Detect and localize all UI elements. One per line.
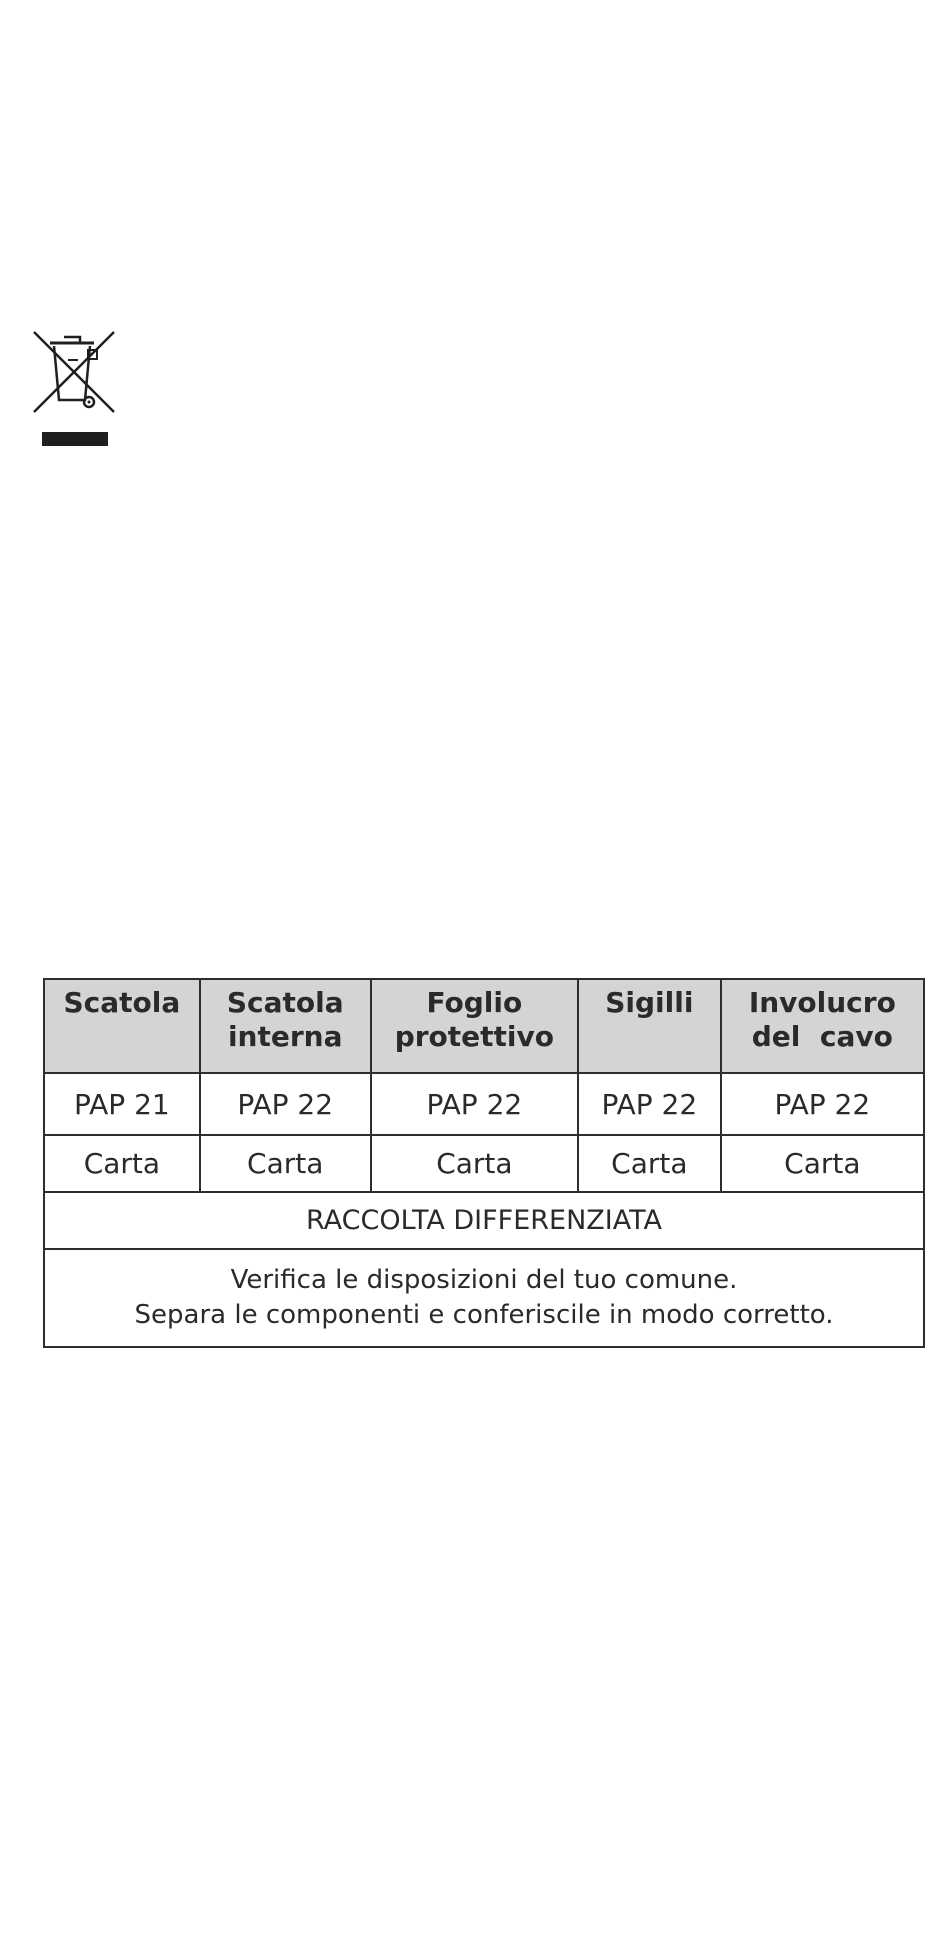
notes-row — [44, 1249, 924, 1347]
code-row — [44, 1073, 924, 1135]
note-line-check-municipality: Verifica le disposizioni del tuo comune. — [230, 1265, 738, 1295]
code-cell: PAP 22 — [578, 1073, 721, 1135]
header-cell-box: Scatola — [44, 979, 200, 1073]
material-cell: Carta — [721, 1135, 924, 1192]
material-cell: Carta — [200, 1135, 371, 1192]
header-cell-seals: Sigilli — [578, 979, 721, 1073]
material-cell: Carta — [44, 1135, 200, 1192]
header-cell-inner-box: Scatola interna — [200, 979, 371, 1073]
notes-cell — [44, 1249, 924, 1347]
header-cell-cable-wrap: Involucro del cavo — [721, 979, 924, 1073]
packaging-disposal-table — [43, 978, 925, 1348]
code-cell: PAP 21 — [44, 1073, 200, 1135]
material-cell: Carta — [578, 1135, 721, 1192]
header-row — [44, 979, 924, 1073]
note-line-separate-components: Separa le componenti e conferiscile in modo corretto. — [134, 1300, 834, 1330]
material-cell: Carta — [371, 1135, 578, 1192]
code-cell: PAP 22 — [200, 1073, 371, 1135]
header-cell-protective-sheet: Foglio protettivo — [371, 979, 578, 1073]
code-cell: PAP 22 — [371, 1073, 578, 1135]
material-row — [44, 1135, 924, 1192]
code-cell: PAP 22 — [721, 1073, 924, 1135]
collection-cell: RACCOLTA DIFFERENZIATA — [44, 1192, 924, 1249]
weee-bin-icon — [32, 330, 116, 448]
collection-row — [44, 1192, 924, 1249]
